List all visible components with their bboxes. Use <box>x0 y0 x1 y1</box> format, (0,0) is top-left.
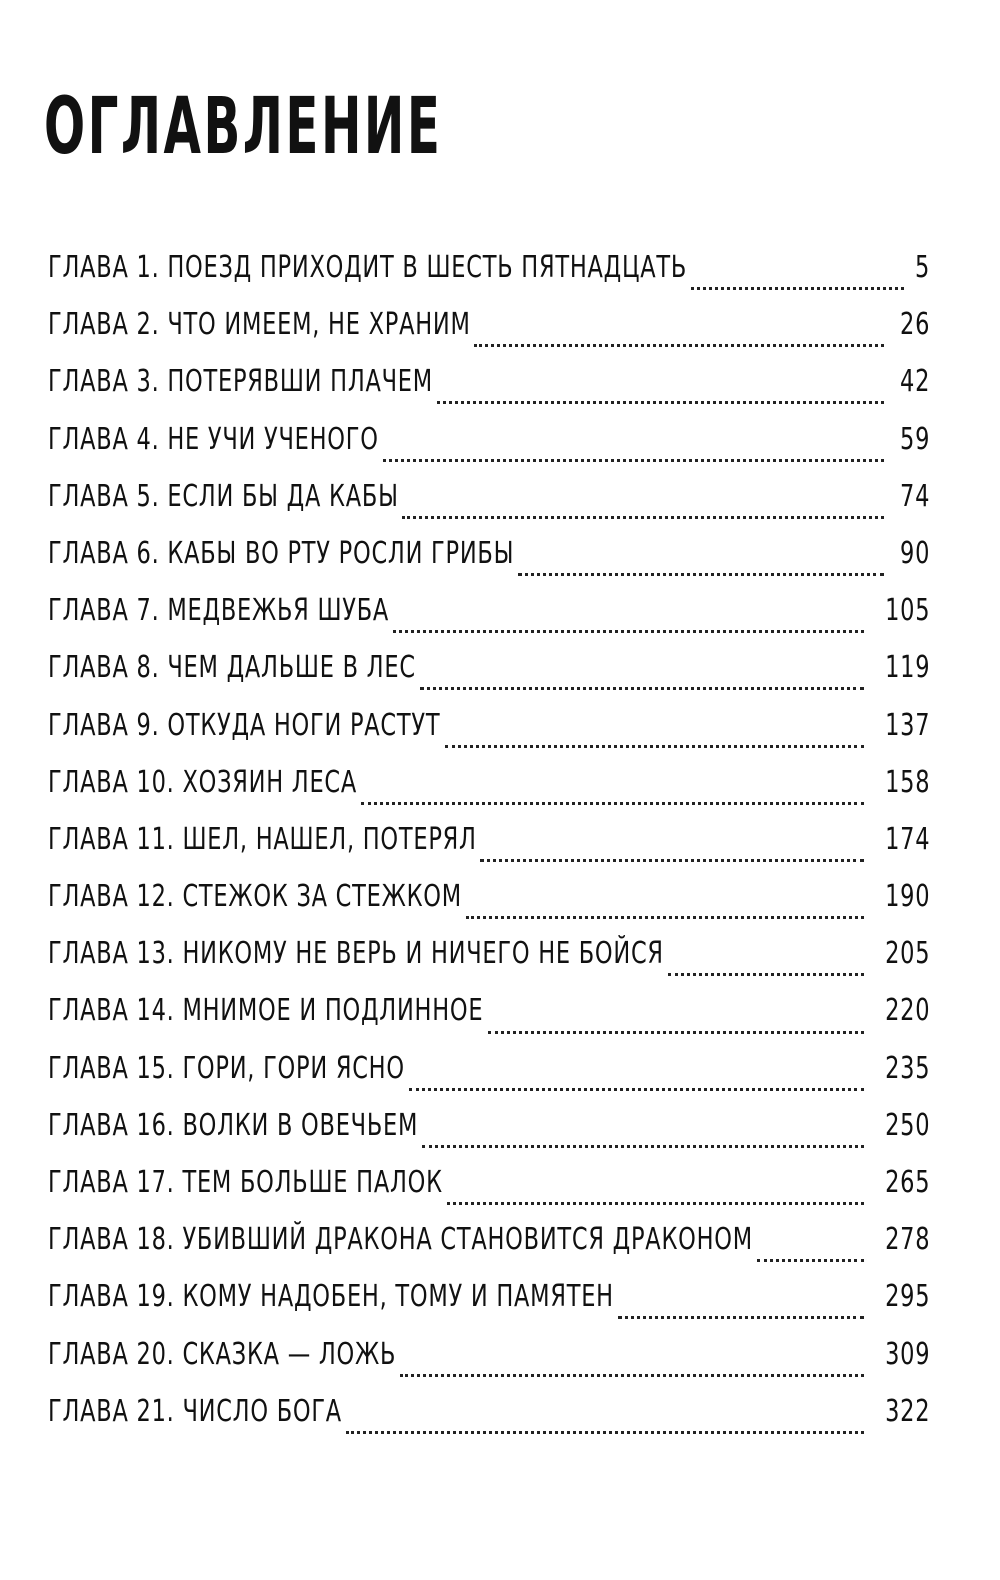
page-number: 309 <box>884 1336 930 1372</box>
page-number: 26 <box>899 307 930 343</box>
page-number: 105 <box>884 593 930 629</box>
chapter-title: ГЛАВА 9. ОТКУДА НОГИ РАСТУТ <box>48 707 441 743</box>
page-number: 119 <box>884 650 930 686</box>
dot-leader <box>420 687 864 690</box>
chapter-title: ГЛАВА 12. СТЕЖОК ЗА СТЕЖКОМ <box>48 879 462 915</box>
toc-entry <box>48 648 930 705</box>
page-number: 42 <box>899 364 930 400</box>
toc-entry <box>48 1392 930 1449</box>
dot-leader <box>346 1431 864 1434</box>
toc-entry <box>48 420 930 477</box>
toc-entry <box>48 248 930 305</box>
page-number: 235 <box>884 1050 930 1086</box>
page-number: 90 <box>899 535 930 571</box>
toc-entry <box>48 534 930 591</box>
toc-entry <box>48 1335 930 1392</box>
toc-entry <box>48 877 930 934</box>
toc-entry <box>48 1106 930 1163</box>
chapter-title: ГЛАВА 21. ЧИСЛО БОГА <box>48 1393 342 1429</box>
chapter-title: ГЛАВА 13. НИКОМУ НЕ ВЕРЬ И НИЧЕГО НЕ БОЙСЯ <box>48 936 664 972</box>
dot-leader <box>518 573 884 576</box>
page-number: 190 <box>884 879 930 915</box>
page-number: 174 <box>884 821 930 857</box>
page-number: 250 <box>884 1107 930 1143</box>
toc-entry <box>48 991 930 1048</box>
chapter-title: ГЛАВА 18. УБИВШИЙ ДРАКОНА СТАНОВИТСЯ ДРАКОНОМ <box>48 1222 753 1258</box>
page-number: 278 <box>884 1222 930 1258</box>
toc-entry <box>48 477 930 534</box>
dot-leader <box>474 344 884 347</box>
toc-entry <box>48 1220 930 1277</box>
dot-leader <box>691 287 904 290</box>
toc-entry <box>48 1277 930 1334</box>
dot-leader <box>668 973 864 976</box>
dot-leader <box>757 1259 864 1262</box>
page-number: 59 <box>899 421 930 457</box>
toc-entry <box>48 1049 930 1106</box>
table-of-contents <box>48 248 930 1449</box>
page-number: 295 <box>884 1279 930 1315</box>
page-number: 137 <box>884 707 930 743</box>
chapter-title: ГЛАВА 8. ЧЕМ ДАЛЬШЕ В ЛЕС <box>48 650 416 686</box>
chapter-title: ГЛАВА 19. КОМУ НАДОБЕН, ТОМУ И ПАМЯТЕН <box>48 1279 614 1315</box>
toc-entry <box>48 362 930 419</box>
chapter-title: ГЛАВА 6. КАБЫ ВО РТУ РОСЛИ ГРИБЫ <box>48 535 515 571</box>
dot-leader <box>393 630 864 633</box>
dot-leader <box>437 401 884 404</box>
toc-entry <box>48 934 930 991</box>
chapter-title: ГЛАВА 2. ЧТО ИМЕЕМ, НЕ ХРАНИМ <box>48 307 471 343</box>
chapter-title: ГЛАВА 11. ШЕЛ, НАШЕЛ, ПОТЕРЯЛ <box>48 821 477 857</box>
chapter-title: ГЛАВА 4. НЕ УЧИ УЧЕНОГО <box>48 421 379 457</box>
chapter-title: ГЛАВА 10. ХОЗЯИН ЛЕСА <box>48 764 358 800</box>
dot-leader <box>445 745 864 748</box>
chapter-title: ГЛАВА 1. ПОЕЗД ПРИХОДИТ В ШЕСТЬ ПЯТНАДЦАТЬ <box>48 250 688 285</box>
page-number: 74 <box>899 478 930 514</box>
dot-leader <box>466 916 864 919</box>
page-number: 265 <box>884 1165 930 1200</box>
page-number: 220 <box>884 993 930 1029</box>
toc-entry <box>48 305 930 362</box>
chapter-title: ГЛАВА 3. ПОТЕРЯВШИ ПЛАЧЕМ <box>48 364 433 400</box>
chapter-title: ГЛАВА 7. МЕДВЕЖЬЯ ШУБА <box>48 593 390 629</box>
dot-leader <box>488 1031 864 1034</box>
toc-entry <box>48 1163 930 1220</box>
dot-leader <box>447 1202 863 1205</box>
dot-leader <box>480 859 863 862</box>
dot-leader <box>422 1145 864 1148</box>
chapter-title: ГЛАВА 16. ВОЛКИ В ОВЕЧЬЕМ <box>48 1107 419 1143</box>
dot-leader <box>409 1088 864 1091</box>
dot-leader <box>400 1374 863 1377</box>
toc-entry <box>48 591 930 648</box>
page-number: 158 <box>884 764 930 800</box>
toc-entry <box>48 706 930 763</box>
dot-leader <box>383 459 884 462</box>
page-number: 205 <box>884 936 930 972</box>
page-number: 5 <box>914 250 930 285</box>
dot-leader <box>402 516 884 519</box>
page-number: 322 <box>884 1393 930 1429</box>
chapter-title: ГЛАВА 14. МНИМОЕ И ПОДЛИННОЕ <box>48 993 484 1029</box>
chapter-title: ГЛАВА 5. ЕСЛИ БЫ ДА КАБЫ <box>48 478 399 514</box>
chapter-title: ГЛАВА 20. СКАЗКА — ЛОЖЬ <box>48 1336 397 1372</box>
toc-entry <box>48 763 930 820</box>
chapter-title: ГЛАВА 17. ТЕМ БОЛЬШЕ ПАЛОК <box>48 1165 443 1200</box>
page-title: ОГЛАВЛЕНИЕ <box>44 82 443 172</box>
toc-entry <box>48 820 930 877</box>
dot-leader <box>361 802 864 805</box>
dot-leader <box>618 1316 863 1319</box>
chapter-title: ГЛАВА 15. ГОРИ, ГОРИ ЯСНО <box>48 1050 405 1086</box>
